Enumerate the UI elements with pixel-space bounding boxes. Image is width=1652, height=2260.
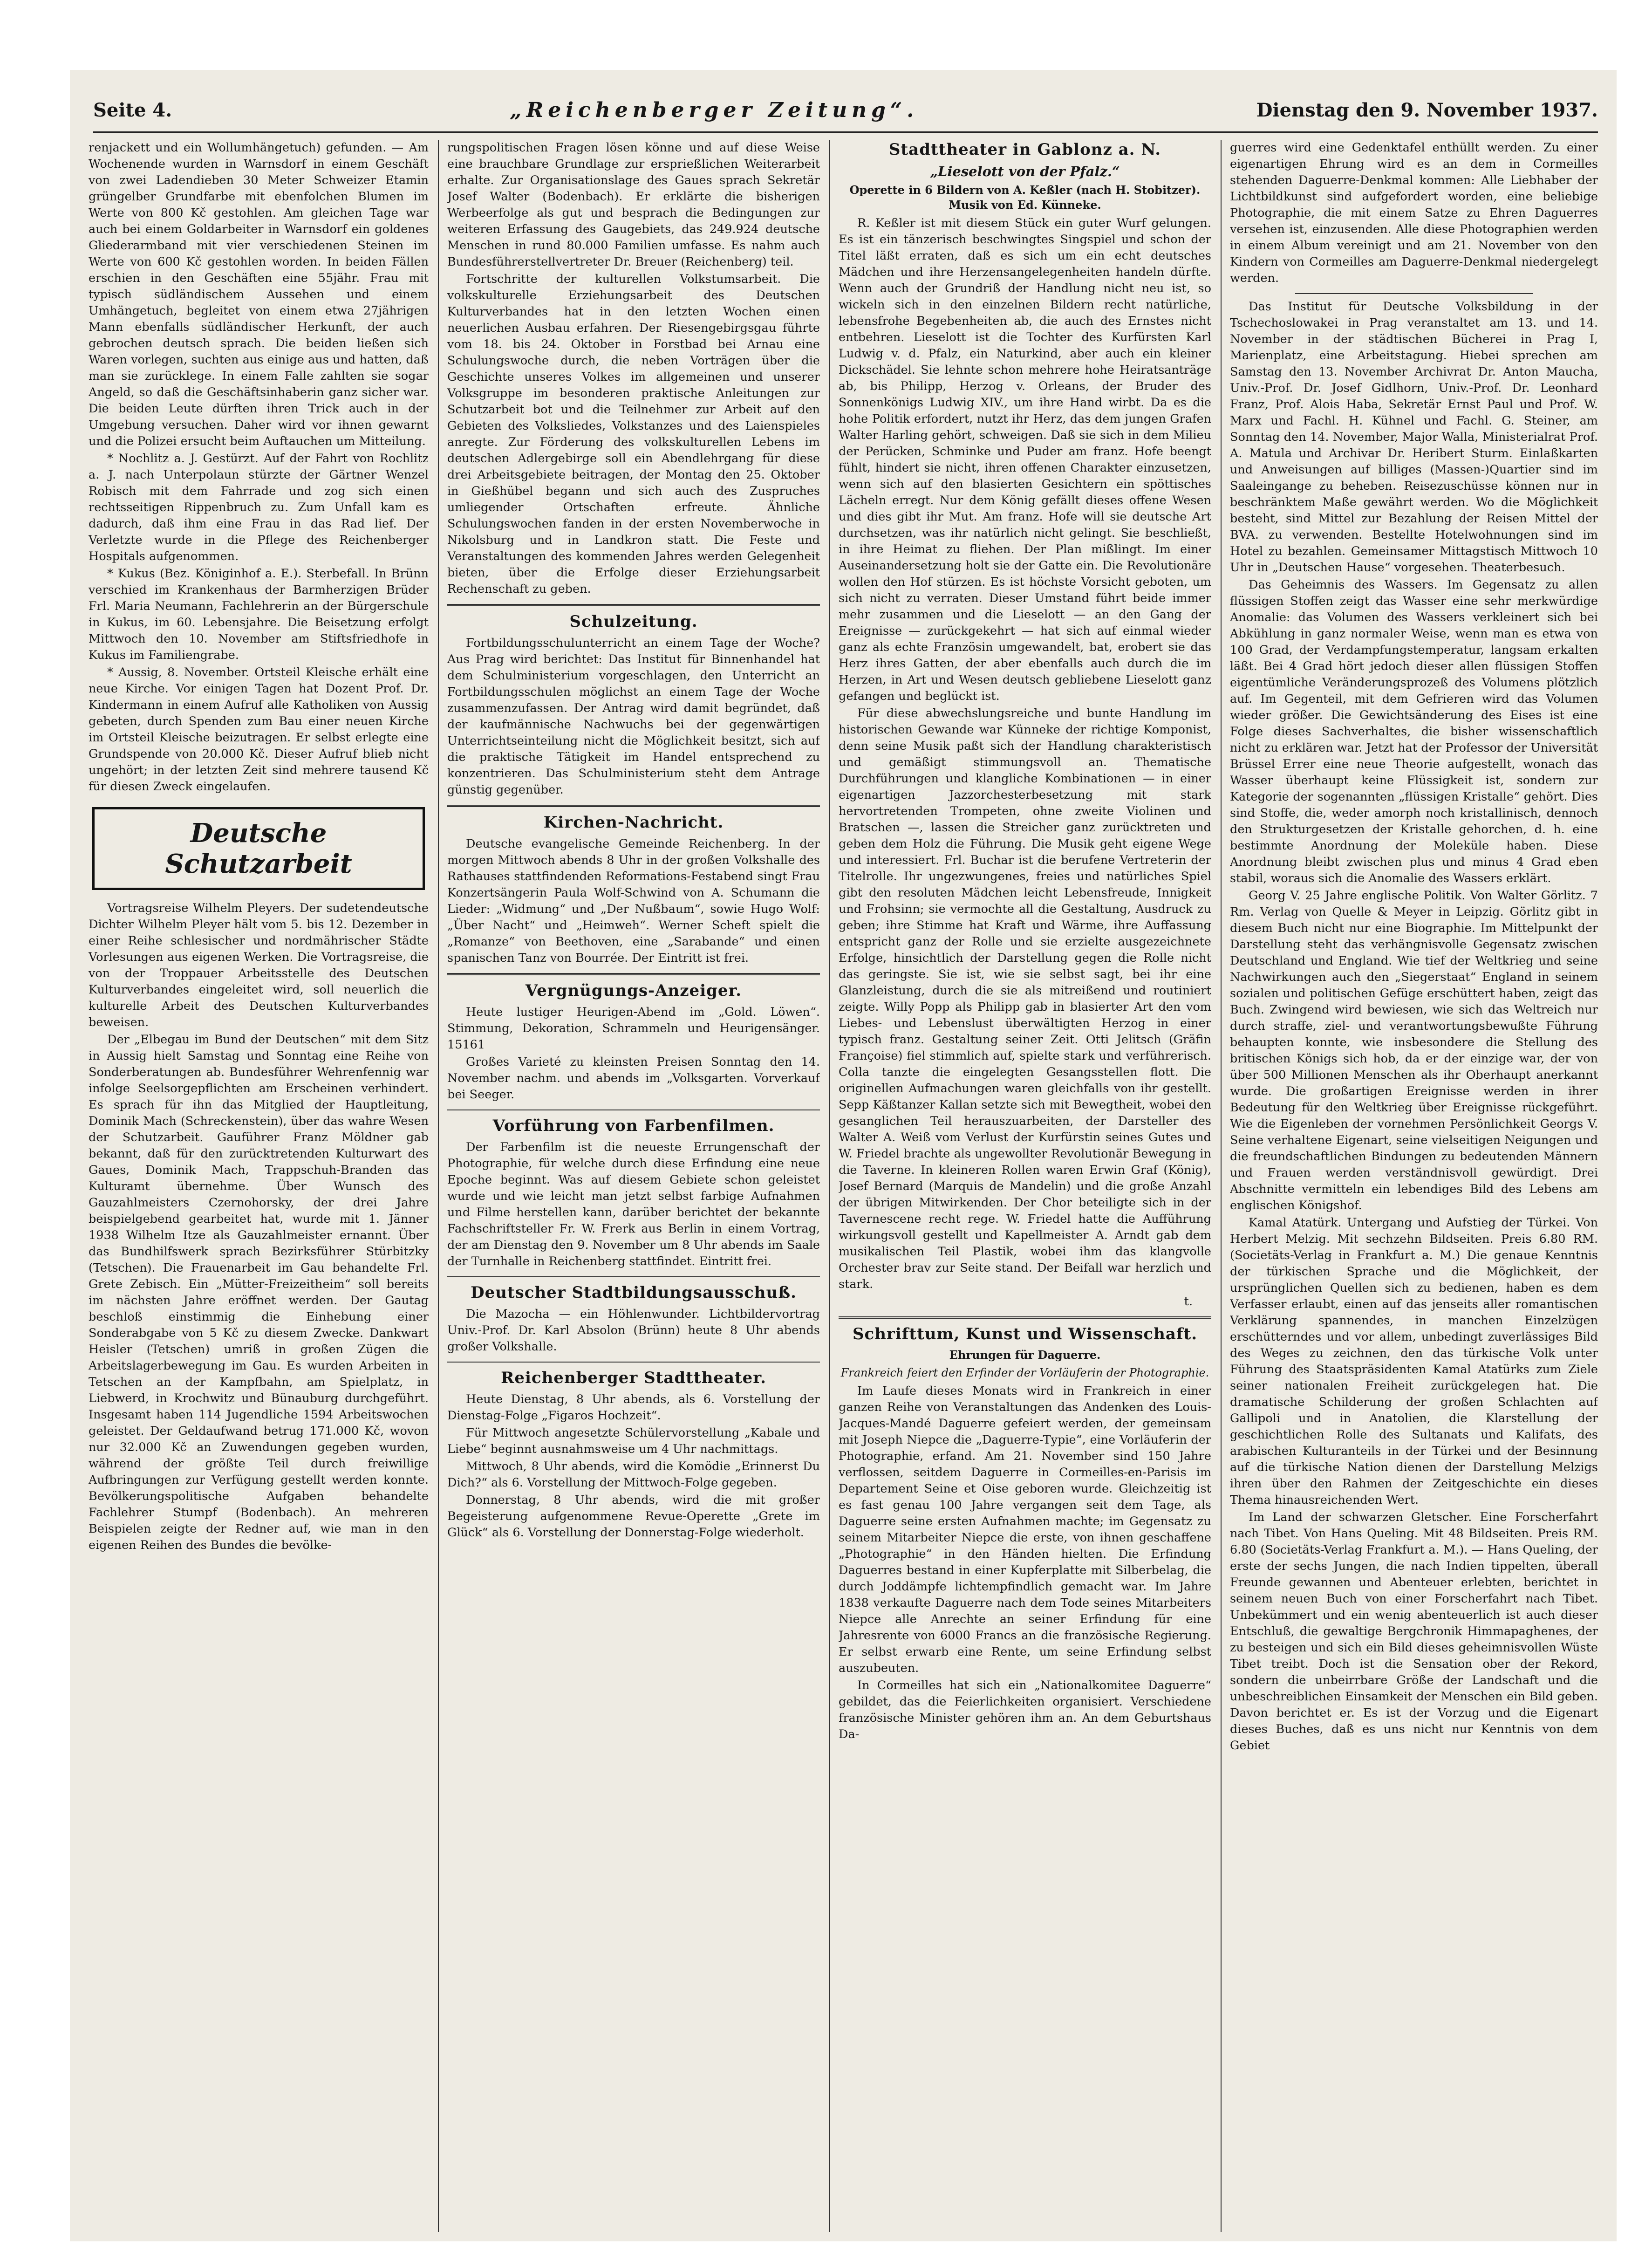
section-heading-farbenfilm: Vorführung von Farbenfilmen. xyxy=(492,1116,775,1135)
issue-date: Dienstag den 9. November 1937. xyxy=(1256,99,1598,121)
section-heading-vergnuegung: Vergnügungs-Anzeiger. xyxy=(525,981,742,1000)
theater-student: Für Mittwoch angesetzte Schülervorstellung „Kabale und Liebe“ beginnt ausnahmsweise um 4 Uhr nachmittags. xyxy=(447,1426,820,1456)
article-elbegau-cont: rungspolitischen Fragen lösen könne und auf diese Weise eine brauchbare Grundlage zur ersprießlichen Weiterarbeit erhalte. Zur Organisationslage des Gaues sprach Sekretär Josef Walter (Bodenbach). Er erklärte die bisherigen Werbeerfolge als gut und besprach die Bedingungen zur weiteren Erfassung des Gaugebiets, das 249.924 deutsche Menschen in rund 80.000 Familien umfasse. Es nahm auch Bundesführerstellvertreter Dr. Breuer (Reichenberg) teil. xyxy=(447,141,820,269)
article-kukus: * Kukus (Bez. Königinhof a. E.). Sterbefall. In Brünn verschied im Krankenhaus der Barmherzigen Brüder Frl. Maria Neumann, Fachlehrerin an der Bürgerschule in Kukus, im 60. Lebensjahre. Die Beisetzung erfolgt Mittwoch den 10. November am Stiftsfriedhofe in Kukus im Familiengrabe. xyxy=(89,567,429,662)
section-heading-stadttheater: Reichenberger Stadttheater. xyxy=(501,1369,766,1387)
section-heading-stadtbildung: Deutscher Stadtbildungsausschuß. xyxy=(471,1283,797,1302)
review-music: Für diese abwechslungsreiche und bunte Handlung im historischen Gewande war Künneke der richtige Komponist, denn seine Musik paßt sich der Handlung charakteristisch und gemäßigt stimmungsvoll an. Thematische Durchführungen und klangliche Kombinationen — in einer eigenartigen Jazzorchesterbesetzung mit stark hervortretenden Trompeten, ohne zweite Violinen und Bratschen —, lassen die Streicher ganz zurücktreten und geben dem Holz die Führung. Die Musik geht eigene Wege und interessiert. Frl. Buchar ist die berufene Vertreterin der Titelrolle. Ihr ungezwungenes, freies und natürliches Spiel gibt den resoluten Mädchen leicht Lebensfreude, Innigkeit und Frohsinn; sie vermochte all die Gestaltung, Ausdruck zu geben; ihre Stimme hat Kraft und Wärme, ihre Auffassung entspricht ganz der Rolle und sie erzielte ausgezeichnete Erfolge, hinsichtlich der Darstellung gegen die Rolle nicht das geringste. Sie ist, wie sie selbst sagt, bei ihr eine Glanzleistung, durch die sie als mitreißend und routiniert zeigte. Willy Popp als Philipp gab in blasierter Art den vom Liebes- und Lebenslust überwältigten Herzog in einer typisch franz. Gestaltung seiner Zeit. Otti Jelitsch (Gräfin Françoise) fiel stimmlich auf, spielte stark und verführerisch. Colla tanzte die eingelegten Gesangsstellen flott. Die originellen Aufmachungen waren gleichfalls von ihr gestellt. Sepp Käßtanzer Kallan setzte sich mit Bewegtheit, wobei den gesanglichen Teil herauszuarbeiten, der Darsteller des Walter A. Weiß vom Verlust der Kurfürstin seines Gutes und W. Friedel brachte als ungewollter Revolutionär Bewegung in die Taverne. In kleineren Rollen waren Erwin Graf (König), Josef Bernard (Marquis de Mandelin) und die große Anzahl der übrigen Mitwirkenden. Der Chor beteiligte sich in der Tavernescene recht rege. W. Friedel hatte die Aufführung wirkungsvoll gestellt und Kapellmeister A. Arndt gab dem musikalischen Teil Plastik, wobei ihm das klangvolle Orchester brav zur Seite stand. Der Beifall war herzlich und stark. xyxy=(839,706,1211,1291)
article-volkstumsarbeit: Fortschritte der kulturellen Volkstumsarbeit. Die volkskulturelle Erziehungsarbeit des Deutschen Kulturverbandes hat in den letzten Wochen einen neuerlichen Ausbau erfahren. Der Riesengebirgsgau führte vom 18. bis 24. Oktober in Forstbad bei Arnau eine Schulungswoche durch, die neben Vorträgen über die Geschichte unseres Volkes im allgemeinen und unserer Volksgruppe im besonderen praktische Anleitungen zur Schutzarbeit bot und die Teilnehmer zur Arbeit auf den Gebieten des Volksliedes, Volkstanzes und des Laienspieles anregte. Zur Förderung des volkskulturellen Lebens im deutschen Adlergebirge soll ein Abendlehrgang für diese drei Arbeitsgebiete beitragen, der Montag den 25. Oktober in Gießhübel begann und sich auch des Zuspruches umliegender Ortschaften erfreute. Ähnliche Schulungswochen fanden in der ersten Novemberwoche in Nikolsburg und in Landkron statt. Die Feste und Veranstaltungen des kommenden Jahres werden Gelegenheit bieten, über die Erfolge dieser Erziehungsarbeit Rechenschaft zu geben. xyxy=(447,272,820,596)
article-daguerre: Im Laufe dieses Monats wird in Frankreich in einer ganzen Reihe von Veranstaltungen das Andenken des Louis-Jacques-Mandé Daguerre gefeiert werden, der gemeinsam mit Joseph Niepce die „Daguerre-Typie“, eine Vorläuferin der Photographie, erfand. Am 21. November sind 150 Jahre verflossen, seitdem Daguerre in Cormeilles-en-Parisis im Departement Seine et Oise geboren wurde. Gleichzeitig ist es fast genau 100 Jahre vergangen seit dem Tage, als Daguerre seine ersten Aufnahmen machte; im Gegensatz zu seinem Mitarbeiter Niepce die erste, von ihnen geschaffene „Photographie“ in den Händen hielten. Die Erfindung Daguerres bestand in einer Kupferplatte mit Silberbelag, die durch Joddämpfe lichtempfindlich gemacht war. Im Jahre 1838 verkaufte Daguerre nach dem Tode seines Mitarbeiters Niepce alle Anrechte an seiner Erfindung für eine Jahresrente von 6000 Francs an die französische Regierung. Er selbst erwarb eine Rente, um seine Erfindung selbst auszubeuten. xyxy=(839,1384,1211,1675)
article-elbegau: Der „Elbegau im Bund der Deutschen“ mit dem Sitz in Aussig hielt Samstag und Sonntag eine Reihe von Sonderberatungen ab. Bundesführer Wehrenfennig war infolge Seelsorgepflichten am Erscheinen verhindert. Es sprach für ihn das Mitglied der Hauptleitung, Dominik Mach (Schreckenstein), über das wahre Wesen der Schutzarbeit. Gauführer Franz Möldner gab bekannt, daß für den zurücktretenden Kulturwart des Gaues, Dominik Mach, Trappschuh-Branden das Kulturamt übernehme. Über Wunsch des Gauzahlmeisters Czernohorsky, der drei Jahre beispielgebend gearbeitet hat, wurde mit 1. Jänner 1938 Wilhelm Itze als Gauzahlmeister ernannt. Über das Bundhilfswerk sprach Bezirksführer Stürbitzky (Tetschen). Die Frauenarbeit im Gau behandelte Frl. Grete Zebisch. Ein „Mütter-Freizeitheim“ soll bereits im nächsten Jahre eröffnet werden. Der Gautag beschloß einstimmig die Einhebung einer Sonderabgabe von 5 Kč zu diesem Zwecke. Dankwart Heisler (Tetschen) umriß in großen Zügen die Arbeitslagerbewegung im Gau. Es wurden Arbeiten in Tetschen an der Kampfbahn, am Spielplatz, in Liebwerd, in Krochwitz und Bünauburg durchgeführt. Insgesamt haben 114 Jugendliche 1594 Arbeitswochen geleistet. Der Geldaufwand betrug 171.000 Kč, wovon nur 32.000 Kč an Zuwendungen gegeben wurden, während der größte Teil durch freiwillige Aufbringungen zur Verfügung gestellt werden konnte. Bevölkerungspolitische Aufgaben behandelte Fachlehrer Stumpf (Bodenbach). An mehreren Beispielen zeigte der Redner auf, wie man in den eigenen Reihen des Bundes die bevölke- xyxy=(89,1033,429,1552)
divider xyxy=(1295,293,1533,294)
column-rule xyxy=(829,140,830,2232)
article-subheading-daguerre: Frankreich feiert den Erfinder der Vorläuferin der Photographie. xyxy=(840,1366,1209,1379)
divider xyxy=(447,805,820,807)
column-4 xyxy=(1230,140,1598,2232)
article-pleyer: Vortragsreise Wilhelm Pleyers. Der sudetendeutsche Dichter Wilhelm Pleyer hält vom 5. bis 12. Dezember in einer Reihe schlesischer und nordmährischer Städte Vorlesungen aus eigenen Werken. Die Vortragsreise, die von der Troppauer Arbeitsstelle des Deutschen Kulturverbandes eingeleitet wird, soll neuerlich die kulturelle Arbeit des Deutschen Kulturverbandes beweisen. xyxy=(89,901,429,1029)
review-signature: t. xyxy=(1184,1294,1193,1308)
section-heading-gablonz: Stadttheater in Gablonz a. N. xyxy=(888,140,1161,159)
play-credits: Operette in 6 Bildern von A. Keßler (nach H. Stobitzer). Musik von Ed. Künneke. xyxy=(849,183,1201,212)
ad-variete: Großes Varieté zu kleinsten Preisen Sonntag den 14. November nachm. und abends im „Volksgarten. Vorverkauf bei Seeger. xyxy=(447,1055,820,1102)
ad-heurigen: Heute lustiger Heurigen-Abend im „Gold. Löwen“. Stimmung, Dekoration, Schrammeln und Heurigensänger. 15161 xyxy=(447,1005,820,1052)
article-heading-daguerre: Ehrungen für Daguerre. xyxy=(949,1348,1101,1362)
article-theft-warnsdorf: renjackett und ein Wollumhängetuch) gefunden. — Am Wochenende wurden in Warnsdorf in einem Geschäft von zwei Ladendieben 30 Meter Schweizer Etamin grüngelber Grundfarbe mit ebenfolchen Blumen im Werte von 800 Kč gestohlen. Am gleichen Tage war auch bei einem Goldarbeiter in Warnsdorf ein goldenes Gliederarmband mit vier verschiedenen Steinen im Werte von 600 Kč gestohlen worden. In beiden Fällen erschien in den Geschäften eine 55jähr. Frau mit typisch südländischem Aussehen und einem Umhängetuch, begleitet von einem etwa 27jährigen Mann ebenfalls südländischer Herkunft, der auch gebrochen deutsch sprach. Die beiden ließen sich Waren vorlegen, suchten aus einige aus und hatten, daß man sie zurücklege. In einem Falle zahlten sie sogar Angeld, so daß die Geschäftsinhaberin ganz sicher war. Die beiden Leute dürften ihren Trick auch in der Umgebung versuchen. Daher wird vor ihnen gewarnt und die Polizei ersucht beim Auftauchen um Mitteilung. xyxy=(89,141,429,448)
newspaper-title: „Reichenberger Zeitung“. xyxy=(510,98,919,122)
column-3 xyxy=(839,140,1211,2232)
article-mazocha: Die Mazocha — ein Höhlenwunder. Lichtbildervortrag Univ.-Prof. Dr. Karl Absolon (Brünn) heute 8 Uhr abends großer Volkshalle. xyxy=(447,1307,820,1354)
article-daguerre-cont: guerres wird eine Gedenktafel enthüllt werden. Zu einer eigenartigen Ehrung wird es an dem in Cormeilles stehenden Daguerre-Denkmal kommen: Alle Liebhaber der Lichtbildkunst sind aufgefordert worden, eine beliebige Photographie, die mit einem Satze zu Ehren Daguerres versehen ist, einzusenden. Alle diese Photographien werden in einem Album vereinigt und am 21. November von den Kindern von Cormeilles am Daguerre-Denkmal niedergelegt werden. xyxy=(1230,141,1598,285)
article-fortbildung: Fortbildungsschulunterricht an einem Tage der Woche? Aus Prag wird berichtet: Das Institut für Binnenhandel hat dem Schulministerium vorgeschlagen, den Unterricht an Fortbildungsschulen möglichst an einem Tage der Woche zusammenzufassen. Der Antrag wird damit begründet, daß der kaufmännische Nachwuchs bei der gegenwärtigen Unterrichtseinteilung nicht die Möglichkeit besitzt, sich auf die praktische Tätigkeit im Handel entsprechend zu konzentrieren. Das Schulministerium steht dem Antrage günstig gegenüber. xyxy=(447,636,820,797)
review-plot: R. Keßler ist mit diesem Stück ein guter Wurf gelungen. Es ist ein tänzerisch beschwingtes Singspiel und schon der Titel läßt erraten, daß es sich um ein echt deutsches Mädchen und ihre Herzensangelegenheiten handeln dürfte. Wenn auch der Grundriß der Handlung nicht neu ist, so wickeln sich in den einzelnen Bildern recht natürliche, lebensfrohe Begebenheiten ab, die auch des Ernstes nicht entbehren. Lieselott ist die Tochter des Kurfürsten Karl Ludwig v. d. Pfalz, ein Naturkind, aber auch ein kleiner Dickschädel. Sie lehnte schon mehrere hohe Heiratsanträge ab, bis Philipp, Herzog v. Orleans, der Bruder des Sonnenkönigs Ludwig XIV., um ihre Hand wirbt. Da es die hohe Politik erfordert, nutzt ihr Herz, das dem jungen Grafen Walter Harling gehört, schweigen. Daß sie sich in dem Milieu der Perücken, Schminke und Puder am franz. Hofe beengt fühlt, hindert sie nicht, ihren offenen Charakter einzusetzen, wenn sich auf den blasierten Gesichtern ein spöttisches Lächeln erregt. Nur dem König gefällt dieses offene Wesen und dies gibt ihr Mut. Am franz. Hofe will sie deutsche Art durchsetzen, was ihr natürlich nicht gelingt. Sie beschließt, in ihre Heimat zu fliehen. Der Plan mißlingt. Im einer Auseinandersetzung holt sie der Gatte ein. Die Revolutionäre wollen den Hof stürzen. Es ist höchste Vorsicht geboten, um sich nicht zu verraten. Dieser Umstand führt beide immer mehr zusammen und die Lieselott — an den Gang der Ereignisse — zurückgekehrt — hat sich auf einmal wieder ganz als echte Französin umgewandelt, bat, erobert sie das Herz ihres Gatten, der aber ebenfalls auch durch die im Herzen, in Art und Wesen deutsch gebliebene Lieselott ganz gefangen und beglückt ist. xyxy=(839,216,1211,703)
divider xyxy=(839,1316,1211,1319)
book-atatuerk: Kamal Atatürk. Untergang und Aufstieg der Türkei. Von Herbert Melzig. Mit sechzehn Bildseiten. Preis 6.80 RM. (Societäts-Verlag in Frankfurt a. M.) Die genaue Kenntnis der türkischen Sprache und die Möglichkeit, der ursprünglichen Quellen sich zu bedienen, haben es dem Verfasser erlaubt, einen auf das jenseits aller romantischen Verklärung spannendes, in manchen Einzelzügen erschütterndes und vor allem, unbedingt zuverlässiges Bild des Weges zu zeichnen, den das türkische Volk unter Führung des Staatspräsidenten Kamal Atatürks zum Ziele seiner nationalen Freiheit zurückgelegen hat. Die dramatische Schilderung der großen Schlachten auf Gallipoli und in Anatolien, die Klarstellung der geschichtlichen Rolle des Sultanats und Kalifats, des arabischen Kulturanteils in der Türkei und der Besinnung auf die türkische Nation dienen der Darstellung Melzigs ihren über den Rahmen der Zeitgeschichte ein dieses Thema hinausreichenden Wert. xyxy=(1230,1216,1598,1507)
article-daguerre-committee: In Cormeilles hat sich ein „Nationalkomitee Daguerre“ gebildet, das die Feierlichkeiten organisiert. Verschiedene französische Minister gehören ihm an. An dem Geburtshaus Da- xyxy=(839,1678,1211,1741)
theater-thursday: Donnerstag, 8 Uhr abends, wird die mit großer Begeisterung aufgenommene Revue-Operette „Grete im Glück“ als 6. Vorstellung der Donnerstag-Folge wiederholt. xyxy=(447,1493,820,1540)
column-rule xyxy=(1221,140,1222,2232)
masthead xyxy=(93,89,1598,133)
article-aussig: * Aussig, 8. November. Ortsteil Kleische erhält eine neue Kirche. Vor einigen Tagen hat Dozent Prof. Dr. Kindermann in einem Aufruf alle Katholiken von Aussig gebeten, durch Spenden zum Bau einer neuen Kirche im Ortsteil Kleische beizutragen. Er selbst erlegte eine Grundspende von 20.000 Kč. Dieser Aufruf blieb nicht ungehört; in der letzten Zeit sind mehrere tausend Kč für diesen Zweck eingelaufen. xyxy=(89,665,429,794)
article-farbenfilm: Der Farbenfilm ist die neueste Errungenschaft der Photographie, für welche durch diese Erfindung eine neue Epoche beginnt. Was auf diesem Gebiete schon geleistet wurde und wie leicht man jetzt selbst farbige Aufnahmen und Filme herstellen kann, darüber berichtet der bekannte Fachschriftsteller Fr. W. Frerk aus Berlin in einem Vortrag, der am Dienstag den 9. November um 8 Uhr abends im Saale der Turnhalle in Reichenberg stattfindet. Eintritt frei. xyxy=(447,1140,820,1268)
section-banner-schutzarbeit: Deutsche Schutzarbeit xyxy=(92,807,425,890)
divider xyxy=(447,1362,820,1363)
column-rule xyxy=(438,140,439,2232)
page-number: Seite 4. xyxy=(93,99,172,121)
divider xyxy=(447,604,820,606)
newspaper-page xyxy=(70,70,1617,2241)
divider xyxy=(447,1109,820,1110)
section-heading-schulzeitung: Schulzeitung. xyxy=(569,612,698,631)
play-title: „Lieselott von der Pfalz.“ xyxy=(930,164,1120,179)
divider xyxy=(447,1276,820,1277)
theater-wednesday: Mittwoch, 8 Uhr abends, wird die Komödie „Erinnerst Du Dich?“ als 6. Vorstellung der Mittwoch-Folge gegeben. xyxy=(447,1459,820,1490)
article-evangelisch: Deutsche evangelische Gemeinde Reichenberg. In der morgen Mittwoch abends 8 Uhr in der großen Volkshalle des Rathauses stattfindenden Reformations-Festabend singt Frau Konzertsängerin Paula Wolf-Schwind von A. Schumann die Lieder: „Widmung“ und „Der Nußbaum“, sowie Hugo Wolf: „Über Nacht“ und „Heimweh“. Werner Scheft spielt die „Romanze“ von Beethoven, eine „Sarabande“ und einen spanischen Tanz von Bourrée. Der Eintritt ist frei. xyxy=(447,837,820,965)
article-rochlitz: * Nochlitz a. J. Gestürzt. Auf der Fahrt von Rochlitz a. J. nach Unterpolaun stürzte der Gärtner Wenzel Robisch mit dem Fahrrade und zog sich einen rechtsseitigen Rippenbruch zu. Zum Unfall kam es dadurch, daß ihm eine Frau in das Rad lief. Der Verletzte wurde in die Pflege des Reichenberger Hospitals aufgenommen. xyxy=(89,452,429,563)
divider xyxy=(447,973,820,975)
column-1 xyxy=(89,140,429,2232)
section-heading-schrifttum: Schrifttum, Kunst und Wissenschaft. xyxy=(852,1325,1198,1343)
section-heading-kirchen: Kirchen-Nachricht. xyxy=(543,813,724,832)
theater-tuesday: Heute Dienstag, 8 Uhr abends, als 6. Vorstellung der Dienstag-Folge „Figaros Hochzeit“. xyxy=(447,1392,820,1423)
article-wasser: Das Geheimnis des Wassers. Im Gegensatz zu allen flüssigen Stoffen zeigt das Wasser eine sehr merkwürdige Anomalie: das Volumen des Wassers verkleinert sich bei Abkühlung in ganz normaler Weise, wenn man es etwa von 100 Grad, der Verdampfungstemperatur, langsam erkalten läßt. Bei 4 Grad hört jedoch dieser allen flüssigen Stoffen eigentümliche Veränderungsprozeß des Volumens plötzlich auf. Im Gegenteil, mit dem Gefrieren wird das Volumen wieder größer. Die Gewichtsänderung des Eises ist eine Folge dieses Sachverhaltes, die bisher wissenschaftlich nicht zu erklären war. Jetzt hat der Professor der Universität Brüssel Errer eine neue Theorie aufgestellt, wonach das Wasser überhaupt keine Flüssigkeit ist, sondern zur Kategorie der sogenannten „flüssigen Kristalle“ gehört. Dies sind Stoffe, die, weder amorph noch kristallinisch, dennoch den Strukturgesetzen der Kristalle gehorchen, d. h. eine bestimmte Anordnung der Moleküle haben. Diese Anordnung bleibt zwischen plus und minus 4 Grad eben stabil, woraus sich die Anomalie des Wassers erklärt. xyxy=(1230,578,1598,885)
column-2 xyxy=(447,140,820,2232)
article-volksbildung: Das Institut für Deutsche Volksbildung in der Tschechoslowakei in Prag veranstaltet am 13. und 14. November in der städtischen Bücherei in Prag I, Marienplatz, eine Arbeitstagung. Hiebei sprechen am Samstag den 13. November Archivrat Dr. Anton Maucha, Univ.-Prof. Dr. Josef Gidlhorn, Univ.-Prof. Dr. Leonhard Franz, Prof. Alois Haba, Sekretär Ernst Paul und Prof. W. Marx und Fachl. H. Kühnel und Fachl. G. Steiner, am Sonntag den 14. November, Major Walla, Ministerialrat Prof. A. Matula und Archivar Dr. Heribert Sturm. Einlaßkarten und Anweisungen auf billiges (Massen-)Quartier sind im Saaleingange zu beheben. Reisezuschüsse können nur in beschränktem Maße gewährt werden. Wo die Möglichkeit besteht, sind Mittel zur Bezahlung der Reisen Mittel der BVA. zu verwenden. Bestellte Hotelwohnungen sind im Hotel zu bezahlen. Gemeinsamer Mittagstisch Mittwoch 10 Uhr in „Deutschen Hause“ vorgesehen. Theaterbesuch. xyxy=(1230,300,1598,575)
book-georg-v: Georg V. 25 Jahre englische Politik. Von Walter Görlitz. 7 Rm. Verlag von Quelle & Meyer in Leipzig. Görlitz gibt in diesem Buch nicht nur eine Biographie. Im Mittelpunkt der Darstellung steht das verhängnisvolle Gegensatz zwischen Deutschland und England. Wie tief der Weltkrieg und seine Nachwirkungen auch den „Siegerstaat“ England in seinem sozialen und politischen Gefüge erschüttert haben, zeigt das Buch. Zwingend wird bewiesen, wie sich das Weltreich nur durch straffe, ziel- und verantwortungsbewußte Führung behaupten konnte, wie insbesondere die Stellung des britischen Königs sich hob, da er der einzige war, der von über 500 Millionen Menschen als ihr Oberhaupt anerkannt wurde. Die großartigen Ereignisse werden in ihrer Bedeutung für den Weltkrieg über Ereignisse rückgeführt. Wie die Eigenleben der vornehmen Persönlichkeit Georgs V. Seine verhaltene Eigenart, seine vielseitigen Neigungen und die freundschaftlichen Bindungen zu bedeutenden Männern und Frauen werden verständnisvoll gewürdigt. Drei Abschnitte vermitteln ein lebendiges Bild des Lebens am englischen Königshof. xyxy=(1230,889,1598,1212)
book-gletscher: Im Land der schwarzen Gletscher. Eine Forscherfahrt nach Tibet. Von Hans Queling. Mit 48 Bildseiten. Preis RM. 6.80 (Societäts-Verlag Frankfurt a. M.). — Hans Queling, der erste der sechs Jungen, die nach Indien tippelten, überall Freunde gewannen und Abenteuer erlebten, berichtet in seinem neuen Buch von einer Forscherfahrt nach Tibet. Unbekümmert und ein wenig abenteuerlich ist auch dieser Entschluß, die gewaltige Bergchronik Himmapaghenes, der zu besteigen und sich ein Bild dieses geheimnisvollen Wüste Tibet treibt. Doch ist die Sensation ober der Rekord, sondern die unbeirrbare Größe der Landschaft und die unbeschreiblichen Einsamkeit der Menschen ein Bild geben. Davon berichtet er. Es ist der Vorzug und die Eigenart dieses Buches, daß es uns nicht nur Kenntnis von dem Gebiet xyxy=(1230,1510,1598,1753)
